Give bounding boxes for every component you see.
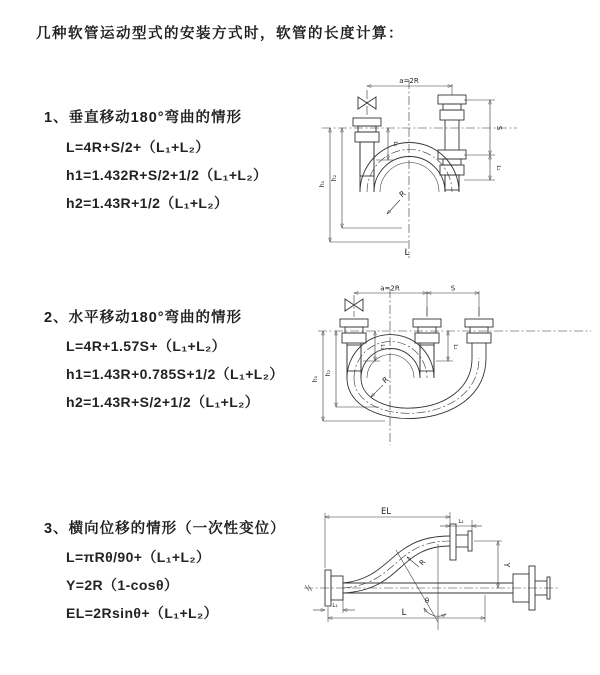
dim-label-h1: h₁	[312, 375, 319, 383]
dim-label-r: R	[417, 558, 428, 568]
dim-label-a2r: a=2R	[399, 77, 419, 85]
dimension-l1	[313, 595, 355, 613]
dimension-s	[427, 285, 479, 318]
formula-line: h1=1.432R+S/2+1/2（L₁+L₂）	[66, 167, 268, 183]
section-2-heading: 2、水平移动180°弯曲的情形	[44, 310, 243, 326]
right-upper-flange	[450, 524, 472, 560]
hose-displaced-position	[343, 536, 450, 593]
formula-line: L=4R+1.57S+（L₁+L₂）	[66, 338, 227, 354]
formula-line: L=πRθ/90+（L₁+L₂）	[66, 549, 211, 565]
dim-label-l2: L₂	[495, 165, 501, 171]
centerlines	[318, 289, 591, 445]
dimension-l2	[440, 519, 482, 531]
dim-label-h1: h₁	[319, 180, 326, 188]
diagram-vertical-180-bend	[312, 72, 598, 264]
radius-callout	[407, 557, 427, 567]
dim-label-l1: L₁	[392, 141, 398, 147]
dim-label-h2: h₂	[331, 174, 338, 182]
dim-label-y: Y	[502, 562, 511, 568]
dim-label-r: R	[397, 188, 408, 200]
dim-label-s: S	[450, 284, 456, 293]
dim-label-h2: h₂	[325, 369, 332, 377]
left-fitting	[340, 319, 368, 378]
dim-label-l: L	[401, 608, 407, 618]
formula-line: Y=2R（1-cosθ）	[66, 577, 179, 593]
dimension-l-total	[328, 595, 485, 622]
centerlines	[304, 585, 560, 591]
right-fitting-moved-position	[465, 319, 493, 358]
dimension-a-2r	[367, 77, 452, 95]
radius-callout	[387, 189, 407, 214]
diagram-horizontal-180-bend	[303, 283, 598, 451]
dim-label-el: EL	[380, 507, 392, 517]
hose-u-bend-wide	[347, 358, 486, 419]
formula-line: L=4R+S/2+（L₁+L₂）	[66, 139, 210, 155]
dim-label-l2: L₂	[452, 344, 458, 350]
dimension-l2	[464, 155, 501, 180]
dim-label-l2: L₂	[458, 519, 464, 525]
formula-line: h1=1.43R+0.785S+1/2（L₁+L₂）	[66, 366, 284, 382]
diagram-lateral-displacement	[298, 500, 600, 658]
formula-line: h2=1.43R+1/2（L₁+L₂）	[66, 195, 229, 211]
dimension-h1	[312, 331, 385, 421]
dim-label-theta: θ	[424, 597, 430, 605]
dim-label-l1: L₁	[332, 603, 338, 609]
formula-line: EL=2Rsinθ+（L₁+L₂）	[66, 605, 219, 621]
middle-fitting	[413, 319, 441, 378]
hose-u-bend-narrow	[347, 335, 434, 378]
dimension-a-2r	[354, 285, 427, 294]
dimension-y	[474, 541, 511, 588]
section-1-heading: 1、垂直移动180°弯曲的情形	[44, 110, 243, 126]
dim-label-a2r: a=2R	[380, 284, 400, 293]
dimension-s	[464, 100, 503, 155]
dimension-h2	[331, 128, 402, 228]
section-3-heading: 3、横向位移的情形（一次性变位）	[44, 521, 286, 537]
page-title: 几种软管运动型式的安装方式时，软管的长度计算：	[36, 26, 404, 42]
formula-line: h2=1.43R+S/2+1/2（L₁+L₂）	[66, 394, 260, 410]
radius-callout	[371, 375, 390, 397]
dim-label-l-total: L	[404, 248, 410, 258]
dim-label-r: R	[380, 374, 391, 386]
centerlines	[322, 80, 517, 258]
dim-label-s: S	[495, 125, 503, 131]
dim-label-l1: L₁	[379, 344, 385, 350]
